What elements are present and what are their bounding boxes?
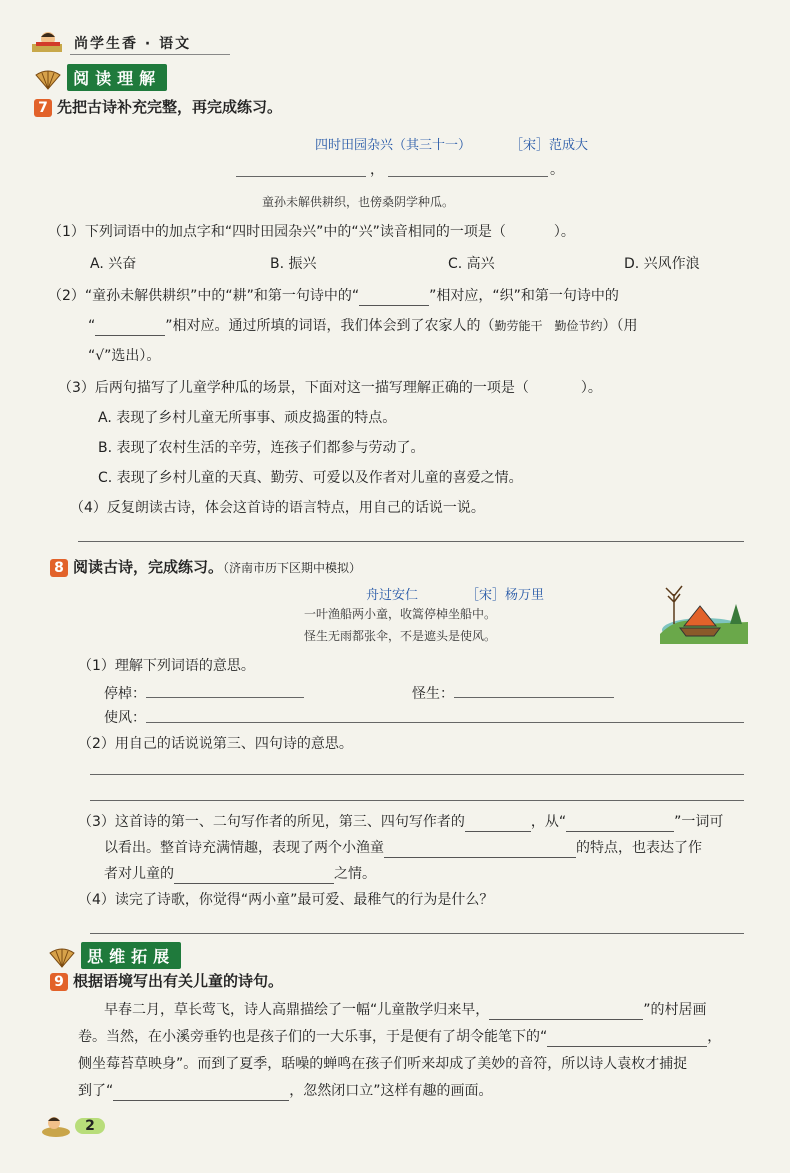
q7-p3-option-c[interactable]: C. 表现了乡村儿童的天真、勤劳、可爱以及作者对儿童的喜爱之情。 (98, 470, 523, 486)
q7-blank-line2[interactable] (388, 176, 548, 177)
q8-heading (50, 557, 361, 578)
q8-poem-line1: 一叶渔船两小童，收篙停棹坐船中。 (304, 607, 497, 621)
q8-word2-line[interactable] (454, 697, 614, 698)
page-header (30, 30, 230, 56)
q9-number: 9 (50, 973, 68, 991)
q9-line2: 卷。当然，在小溪旁垂钓也是孩子们的一大乐事，于是便有了胡令能笔下的“ ， (78, 1029, 722, 1045)
section-banner-reading (34, 64, 167, 90)
q8-p4-answer-line[interactable] (90, 933, 744, 934)
q7-p3: （3）后两句描写了儿童学种瓜的场景，下面对这一描写理解正确的一项是（ ）。 (58, 380, 602, 396)
q7-p2-line3: “√”选出）。 (88, 348, 161, 364)
q8-p4: （4）读完了诗歌，你觉得“两小童”最可爱、最稚气的行为是什么？ (78, 892, 494, 908)
q7-p1-option-d[interactable]: D. 兴风作浪 (624, 256, 700, 272)
q7-poem-line2: 童孙未解供耕织，也傍桑阴学种瓜。 (262, 195, 455, 209)
q8-word1: 停棹： (104, 686, 146, 702)
q7-p2-choices[interactable]: 勤劳能干 勤俭节约 (494, 319, 603, 333)
q7-p1-option-a[interactable]: A. 兴奋 (90, 256, 137, 272)
q9-line1: 早春二月，草长莺飞，诗人高鼎描绘了一幅“儿童散学归来早， ”的村居画 (104, 1002, 707, 1018)
q7-blank-line1[interactable] (236, 176, 366, 177)
q7-p2-blank2[interactable] (95, 335, 165, 336)
q8-p3-blank2[interactable] (566, 831, 674, 832)
q7-poem-author: ［宋］范成大 (510, 138, 589, 153)
q8-poem-line2: 怪生无雨都张伞，不是遮头是使风。 (304, 629, 497, 643)
q9-line3: 侧坐莓苔草映身”。而到了夏季，聒噪的蝉鸣在孩子们听来却成了美妙的音符，所以诗人袁枚才捕捉 (78, 1056, 688, 1072)
q8-poem-author: ［宋］杨万里 (466, 588, 545, 603)
kid-mascot-icon (40, 1114, 70, 1138)
boat-scene-illustration (660, 584, 748, 644)
q8-title: 阅读古诗，完成练习。 (73, 558, 224, 576)
q8-p1: （1）理解下列词语的意思。 (78, 658, 255, 674)
q8-p3-line1: （3）这首诗的第一、二句写作者的所见，第三、四句写作者的 ，从“ ”一词可 (78, 814, 724, 830)
q7-p4: （4）反复朗读古诗，体会这首诗的语言特点，用自己的话说一说。 (70, 500, 485, 516)
q8-word1-line[interactable] (146, 697, 304, 698)
page-number: 2 (75, 1118, 105, 1134)
q8-source: （济南市历下区期中模拟） (223, 561, 362, 575)
q7-title: 先把古诗补充完整，再完成练习。 (57, 98, 283, 116)
q8-p3-blank3[interactable] (384, 857, 576, 858)
q9-title: 根据语境写出有关儿童的诗句。 (73, 972, 284, 990)
section-title-reading: 阅读理解 (67, 64, 167, 91)
q7-p3-option-b[interactable]: B. 表现了农村生活的辛劳，连孩子们都参与劳动了。 (98, 440, 425, 456)
q7-p4-answer-line[interactable] (78, 541, 744, 542)
q8-word2: 怪生： (412, 686, 454, 702)
q8-p2-line2[interactable] (90, 800, 744, 801)
q7-heading (34, 97, 282, 118)
q8-poem-title: 舟过安仁 (366, 588, 419, 603)
q8-p3-line3: 者对儿童的 之情。 (104, 866, 376, 882)
q8-p3-line2: 以看出。整首诗充满情趣，表现了两个小渔童 的特点，也表达了作 (104, 840, 702, 856)
q9-line4: 到了“ ，忽然闭口立”这样有趣的画面。 (78, 1083, 493, 1099)
q7-p1-option-c[interactable]: C. 高兴 (448, 256, 495, 272)
q9-blank1[interactable] (489, 1019, 643, 1020)
q7-p2-blank1[interactable] (359, 305, 429, 306)
q8-p2-line1[interactable] (90, 774, 744, 775)
q7-p3-option-a[interactable]: A. 表现了乡村儿童无所事事、顽皮捣蛋的特点。 (98, 410, 397, 426)
q8-p3-blank4[interactable] (174, 883, 334, 884)
q8-word3: 使风： (104, 710, 146, 726)
fan-icon (48, 947, 76, 969)
q9-blank3[interactable] (113, 1100, 289, 1101)
book-title: 尚学生香 · 语文 (74, 36, 192, 52)
q8-word3-line[interactable] (146, 722, 744, 723)
section-title-thinking: 思维拓展 (81, 942, 181, 969)
q8-p3-blank1[interactable] (465, 831, 531, 832)
q7-p2-line1: （2）“童孙未解供耕织”中的“耕”和第一句诗中的“ ”相对应，“织”和第一句诗中的 (48, 288, 619, 304)
q7-p2-line2: “ ”相对应。通过所填的词语，我们体会到了农家人的（勤劳能干 勤俭节约）（用 (88, 318, 638, 334)
q7-number: 7 (34, 99, 52, 117)
q9-heading (50, 971, 283, 992)
q7-p1-option-b[interactable]: B. 振兴 (270, 256, 317, 272)
reading-kid-icon (30, 30, 66, 56)
page-footer (40, 1114, 105, 1138)
q7-p1: （1）下列词语中的加点字和“四时田园杂兴”中的“兴”读音相同的一项是（ ）。 (48, 224, 575, 240)
fan-icon (34, 69, 62, 91)
q8-number: 8 (50, 559, 68, 577)
q7-blank-end: 。 (550, 162, 564, 178)
section-banner-thinking (48, 942, 181, 968)
q8-p2: （2）用自己的话说说第三、四句诗的意思。 (78, 736, 353, 752)
q9-blank2[interactable] (547, 1046, 707, 1047)
q7-poem-title: 四时田园杂兴（其三十一） (315, 138, 472, 153)
